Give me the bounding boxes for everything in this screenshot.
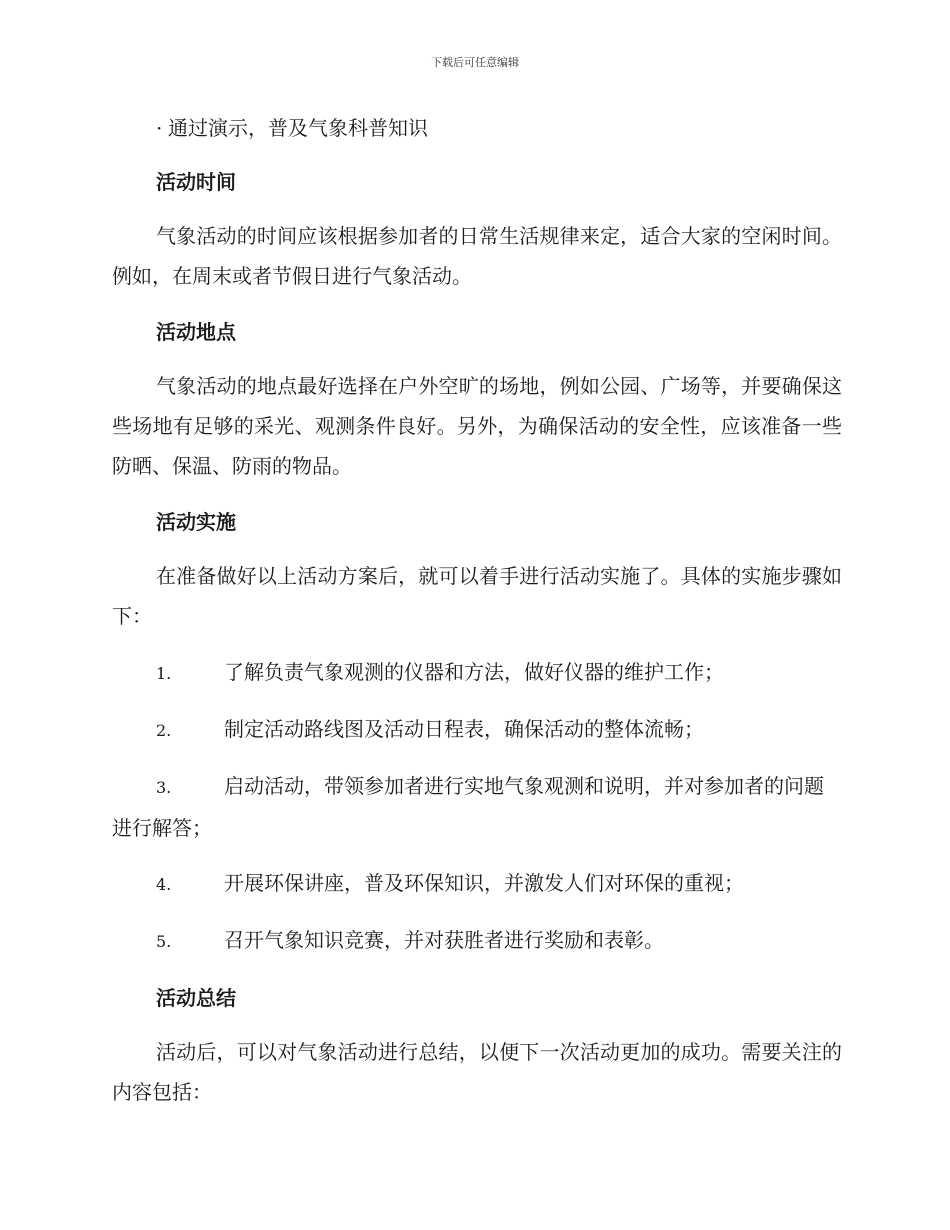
paragraph-activity-implementation: 在准备做好以上活动方案后，就可以着手进行活动实施了。具体的实施步骤如下： bbox=[112, 564, 842, 628]
heading-activity-place: 活动地点 bbox=[156, 320, 236, 344]
bullet-text: 通过演示，普及气象科普知识 bbox=[168, 116, 428, 140]
list-item bbox=[112, 920, 842, 962]
paragraph-activity-summary: 活动后，可以对气象活动进行总结，以便下一次活动更加的成功。需要关注的内容包括： bbox=[112, 1040, 842, 1104]
list-item-number: 1. bbox=[156, 664, 172, 683]
bullet-marker: · bbox=[156, 116, 163, 140]
bullet-item bbox=[112, 110, 842, 146]
list-item-number: 4. bbox=[156, 875, 172, 894]
page-header: 下载后可任意编辑 bbox=[431, 56, 519, 69]
list-item bbox=[112, 863, 842, 905]
paragraph-activity-place: 气象活动的地点最好选择在户外空旷的场地，例如公园、广场等，并要确保这些场地有足够的采光、观测条件良好。另外，为确保活动的安全性，应该准备一些防晒、保温、防雨的物品。 bbox=[112, 374, 842, 478]
list-item-text: 开展环保讲座，普及环保知识，并激发人们对环保的重视； bbox=[224, 871, 744, 895]
list-item bbox=[112, 652, 842, 694]
list-item-number: 2. bbox=[156, 721, 172, 740]
paragraph-activity-time: 气象活动的时间应该根据参加者的日常生活规律来定，适合大家的空闲时间。例如，在周末或者节假日进行气象活动。 bbox=[112, 224, 842, 288]
list-item-number: 5. bbox=[156, 932, 172, 951]
list-item-number: 3. bbox=[156, 778, 172, 797]
heading-activity-implementation: 活动实施 bbox=[156, 510, 236, 534]
document-body bbox=[112, 110, 842, 1112]
heading-activity-time: 活动时间 bbox=[156, 170, 236, 194]
heading-activity-summary: 活动总结 bbox=[156, 986, 236, 1010]
list-item bbox=[112, 766, 842, 848]
list-item-text: 启动活动，带领参加者进行实地气象观测和说明，并对参加者的问题进行解答； bbox=[112, 774, 824, 840]
list-item-text: 制定活动路线图及活动日程表，确保活动的整体流畅； bbox=[224, 717, 704, 741]
implementation-steps-list bbox=[112, 652, 842, 962]
list-item-text: 了解负责气象观测的仪器和方法，做好仪器的维护工作； bbox=[224, 660, 724, 684]
list-item-text: 召开气象知识竞赛，并对获胜者进行奖励和表彰。 bbox=[224, 928, 664, 952]
list-item bbox=[112, 709, 842, 751]
